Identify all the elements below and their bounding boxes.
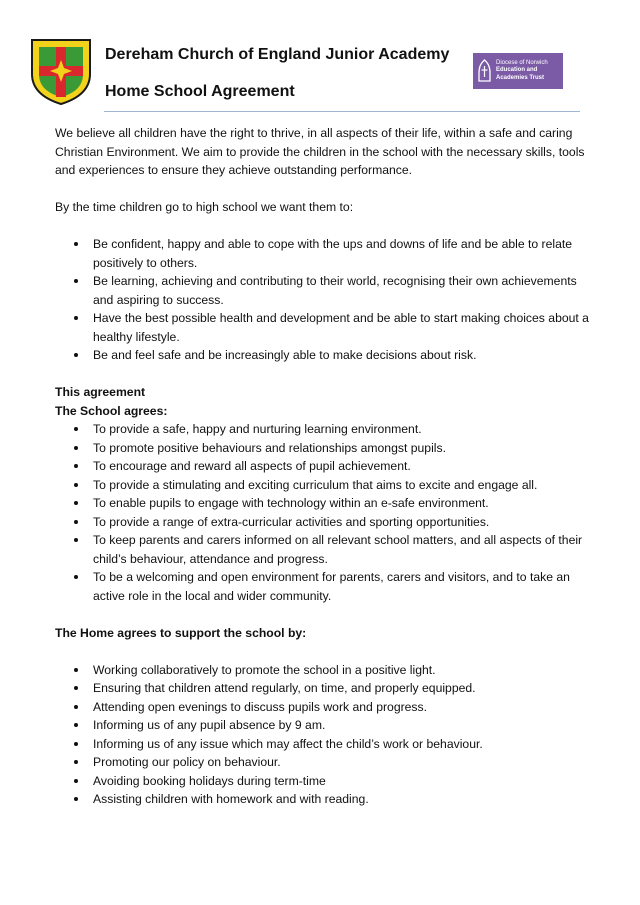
list-item: To encourage and reward all aspects of pupil achievement. bbox=[55, 457, 595, 476]
aims-list bbox=[55, 235, 595, 365]
list-item: Attending open evenings to discuss pupils work and progress. bbox=[55, 698, 595, 717]
list-item: Be and feel safe and be increasingly able to make decisions about risk. bbox=[55, 346, 595, 365]
aims-lead: By the time children go to high school we want them to: bbox=[55, 200, 354, 214]
school-agrees-list bbox=[55, 420, 595, 605]
list-item: Assisting children with homework and with reading. bbox=[55, 790, 595, 809]
document-title: Home School Agreement bbox=[105, 83, 295, 100]
list-item: To provide a range of extra-curricular activities and sporting opportunities. bbox=[55, 513, 595, 532]
list-item: To keep parents and carers informed on all relevant school matters, and all aspects of their child’s behaviour, attendance and progress. bbox=[55, 531, 595, 568]
list-item: To provide a stimulating and exciting curriculum that aims to excite and engage all. bbox=[55, 476, 595, 495]
home-agrees-heading: The Home agrees to support the school by: bbox=[55, 625, 307, 640]
spacer bbox=[55, 642, 595, 661]
list-item: To be a welcoming and open environment for parents, carers and visitors, and to take an active role in the local and wider community. bbox=[55, 568, 595, 605]
home-agrees-list bbox=[55, 661, 595, 809]
list-item: Promoting our policy on behaviour. bbox=[55, 753, 595, 772]
list-item: Have the best possible health and development and be able to start making choices about a healthy lifestyle. bbox=[55, 309, 595, 346]
school-name: Dereham Church of England Junior Academy bbox=[105, 46, 450, 63]
list-item: Informing us of any pupil absence by 9 am. bbox=[55, 716, 595, 735]
list-item: Ensuring that children attend regularly, on time, and properly equipped. bbox=[55, 679, 595, 698]
header-divider bbox=[104, 111, 580, 112]
diocese-mitre-icon bbox=[477, 59, 492, 83]
list-item: Be learning, achieving and contributing to their world, recognising their own achievements and aspiring to success. bbox=[55, 272, 595, 309]
spacer bbox=[55, 605, 595, 624]
trust-logo-line: Academies Trust bbox=[496, 74, 545, 81]
spacer bbox=[55, 365, 595, 384]
trust-logo-line: Education and bbox=[496, 67, 538, 74]
list-item: Working collaboratively to promote the school in a positive light. bbox=[55, 661, 595, 680]
agreement-heading: This agreement bbox=[55, 385, 146, 399]
intro-paragraph: We believe all children have the right to thrive, in all aspects of their life, within a safe and caring Christian Environment. We aim to provide the children in the school with the necessary skills, tools and experiences to ensure they achieve outstanding performance. bbox=[55, 126, 585, 177]
list-item: Be confident, happy and able to cope with the ups and downs of life and be able to relate positively to others. bbox=[55, 235, 595, 272]
trust-logo-line: Diocese of Norwich bbox=[496, 59, 548, 66]
list-item: To enable pupils to engage with technology within an e-safe environment. bbox=[55, 494, 595, 513]
document-body bbox=[55, 124, 595, 809]
list-item: Informing us of any issue which may affect the child’s work or behaviour. bbox=[55, 735, 595, 754]
diocese-trust-logo bbox=[473, 53, 563, 89]
list-item: To provide a safe, happy and nurturing learning environment. bbox=[55, 420, 595, 439]
school-crest-icon bbox=[30, 38, 92, 106]
trust-logo-text bbox=[496, 60, 548, 83]
school-agrees-heading: The School agrees: bbox=[55, 403, 168, 418]
list-item: Avoiding booking holidays during term-time bbox=[55, 772, 595, 791]
list-item: To promote positive behaviours and relationships amongst pupils. bbox=[55, 439, 595, 458]
